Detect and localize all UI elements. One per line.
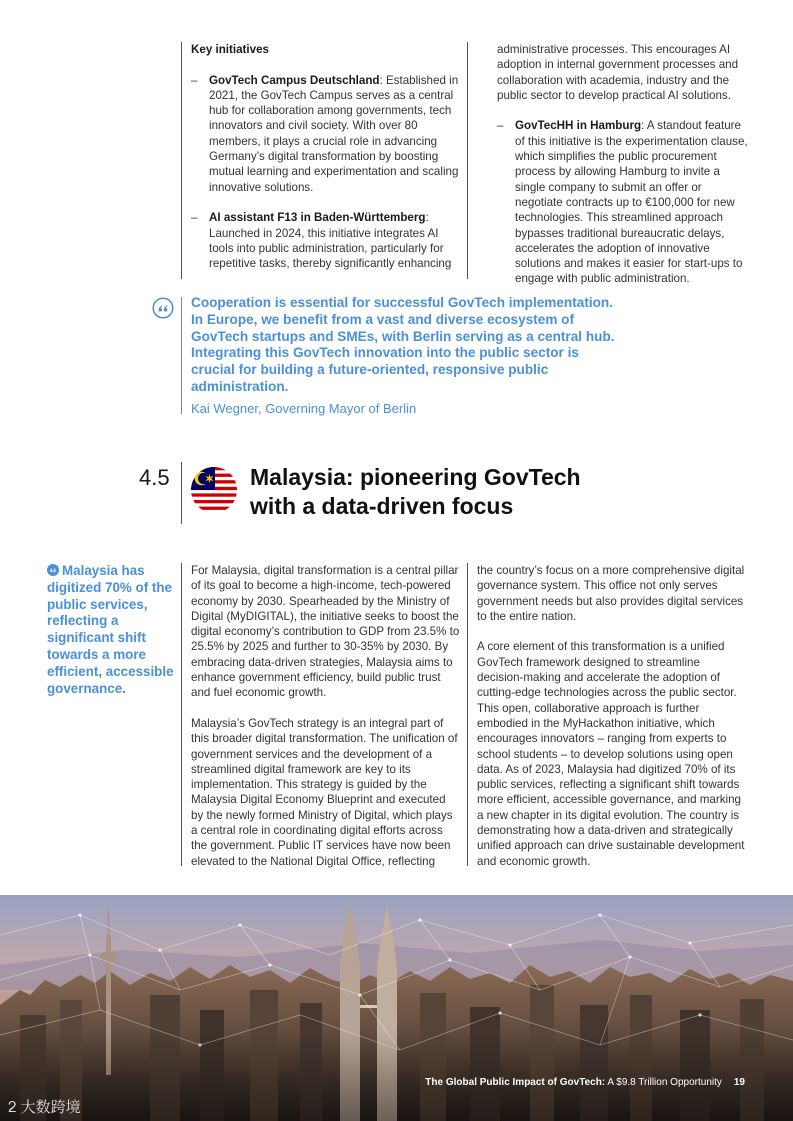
section-divider xyxy=(181,462,182,524)
pull-quote xyxy=(47,563,175,697)
quote-icon xyxy=(47,564,59,576)
quote-author: Kai Wegner, Governing Mayor of Berlin xyxy=(191,401,417,416)
key-initiatives-left-column xyxy=(191,42,463,287)
bullet-title: GovTech Campus Deutschland xyxy=(209,73,380,87)
bullet-title: AI assistant F13 in Baden-Württemberg xyxy=(209,211,426,225)
section-title: Malaysia: pioneering GovTech with a data-driven focus xyxy=(250,464,581,519)
malaysia-flag-icon xyxy=(191,467,237,513)
section-number: 4.5 xyxy=(139,465,170,490)
footer-title-bold: The Global Public Impact of GovTech: xyxy=(425,1077,606,1088)
key-initiatives-heading: Key initiatives xyxy=(191,43,269,56)
column-divider xyxy=(467,42,468,279)
key-initiatives-right-column xyxy=(497,42,749,302)
footer-title-rest: A $9.8 Trillion Opportunity xyxy=(605,1077,722,1088)
column-divider xyxy=(181,297,182,414)
bullet-dash: – xyxy=(497,119,504,133)
column-divider xyxy=(181,42,182,279)
bullet-text: : A standout feature of this initiative is the experimentation clause, which simplifies the public procurement process by allowing Hamburg to invite a single company to submit an offer or negotiate contracts up to €100,000 for new technologies. This streamlined approach bypasses traditional bureaucratic delays, accelerates the adoption of innovative solutions and makes it easier for start-ups to engage with public administration. xyxy=(515,119,748,286)
quote-text: Cooperation is essential for successful GovTech implementation. In Europe, we benefit from a vast and diverse ecosystem of GovTech startups and SMEs, with Berlin serving as a central hub. Integrating this GovTech innovation into the public sector is crucial for building a future-oriented, responsive public administration. xyxy=(191,295,615,394)
pull-quote-text: Malaysia has digitized 70% of the public services, reflecting a significant shift towards a more efficient, accessible governance. xyxy=(47,563,174,696)
bullet-text: : Launched in 2024, this initiative integrates AI tools into public administration, particularly for repetitive tasks, thereby significantly enhancing xyxy=(209,211,452,271)
footer xyxy=(425,1077,745,1088)
paragraph: For Malaysia, digital transformation is a central pillar of its goal to become a high-income, tech-powered economy by 2030. Spearheaded by the Ministry of Digital (MyDIGITAL), the initiative seeks to boost the digital economy’s contribution to GDP from 23.5% to 25.5% by 2025 and further to 30-35% by 2030. By embracing data-driven strategies, Malaysia aims to enhance government efficiency, build public trust and fuel economic growth. xyxy=(191,564,460,700)
watermark-glyph: ᒿ xyxy=(8,1098,17,1116)
quote-icon xyxy=(152,297,174,319)
list-item xyxy=(497,118,749,286)
bullet-dash: – xyxy=(191,211,198,225)
column-divider xyxy=(467,563,468,866)
paragraph: the country’s focus on a more comprehensive digital governance system. This office not only serves government needs but also provides digital services to the entire nation. xyxy=(477,564,745,623)
body-left-column xyxy=(191,563,461,884)
column-divider xyxy=(181,563,182,866)
paragraph: Malaysia’s GovTech strategy is an integral part of this broader digital transformation. The unification of government services and the development of a streamlined digital framework are key to its implementation. This strategy is guided by the Malaysia Digital Economy Blueprint and executed by the newly formed Ministry of Digital, which plays a central role in coordinating digital efforts across the government. Public IT services have now been elevated to the National Digital Office, reflecting xyxy=(191,716,458,868)
continued-text: administrative processes. This encourages AI adoption in internal government processes and collaboration with academia, industry and the public sector to develop practical AI solutions. xyxy=(497,43,739,102)
list-item xyxy=(191,210,463,271)
bullet-dash: – xyxy=(191,73,198,87)
page-number: 19 xyxy=(733,1077,745,1088)
paragraph: A core element of this transformation is a unified GovTech framework designed to streamline decision-making and accelerate the adoption of cutting-edge technologies across the public sector. This open, collaborative approach is further embodied in the MyHackathon initiative, which encourages innovators – ranging from experts to school students – to develop solutions using open data. As of 2023, Malaysia had digitized 70% of its public services, reflecting a significant shift towards more efficient, accessible governance, and marking a new chapter in its digital evolution. The country is demonstrating how a data-driven and strategically unified approach can drive sustainable development and economic growth. xyxy=(477,640,745,868)
body-right-column xyxy=(477,563,749,884)
bullet-title: GovTecHH in Hamburg xyxy=(515,119,642,133)
list-item xyxy=(191,73,463,195)
watermark-text: 大数跨境 xyxy=(20,1099,81,1116)
bullet-text: : Established in 2021, the GovTech Campus serves as a central hub for collaboration among governments, tech innovators and civil society. With over 80 members, it plays a crucial role in advancing Germany’s digital transformation by boosting mutual learning and experimentation and scaling innovative solutions. xyxy=(209,73,459,194)
watermark-logo xyxy=(8,1096,81,1117)
